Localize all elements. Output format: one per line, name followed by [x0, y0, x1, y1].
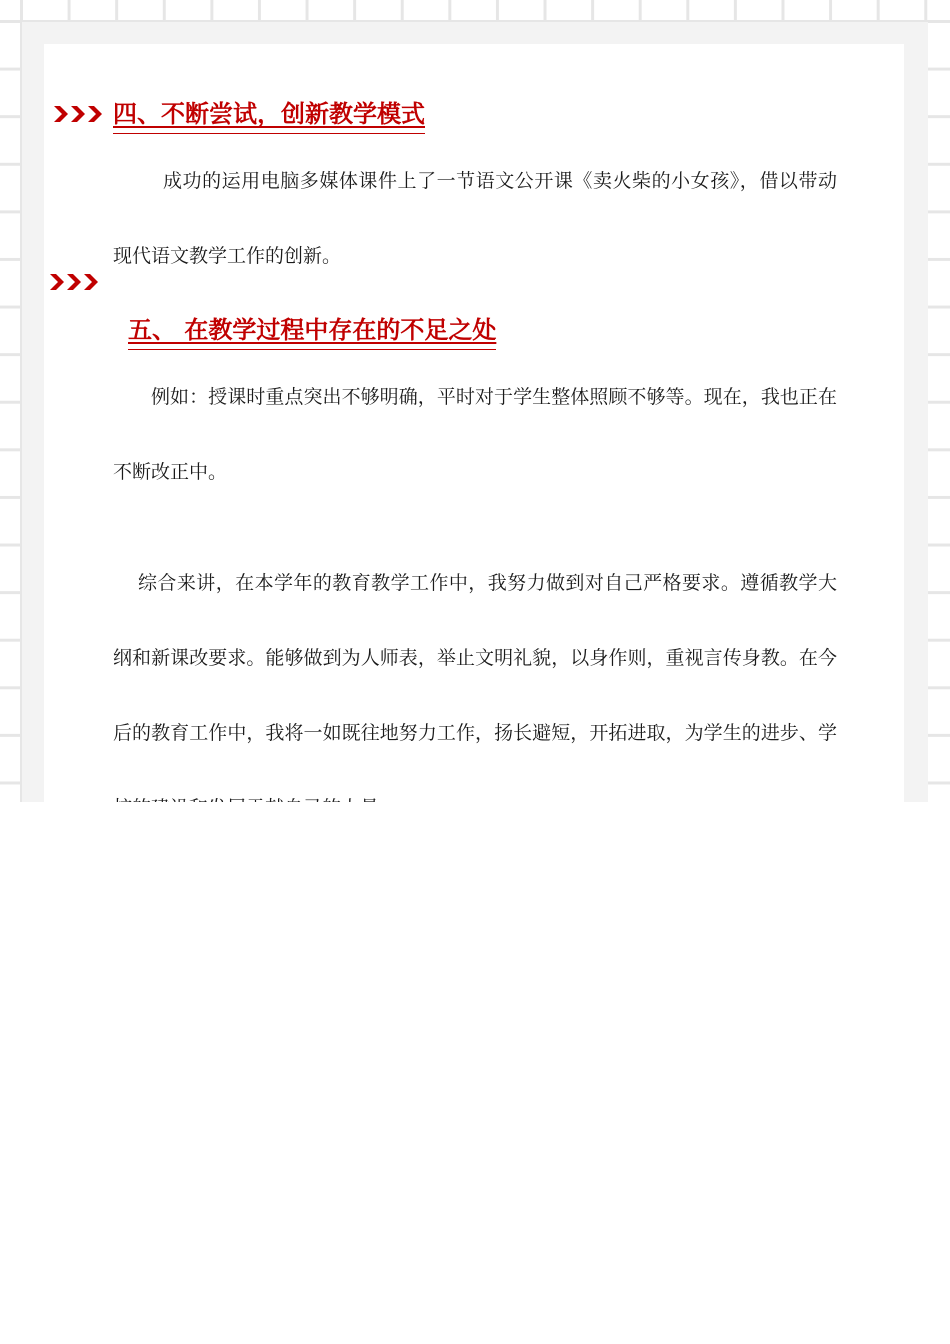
- triple-chevron-right-icon: [50, 272, 102, 292]
- summary-paragraph: 综合来讲，在本学年的教育教学工作中，我努力做到对自己严格要求。遵循教学大纲和新课改要求。能够做到为人师表，举止文明礼貌，以身作则，重视言传身教。在今后的教育工作中，我将一如既往地努力工作，扬长避短，开拓进取，为学生的进步、学: [113, 572, 837, 744]
- section-4-paragraph: 成功的运用电脑多媒体课件上了一节语文公开课《卖火柴的小女孩》，借以带动现代语文教学工作的创新。: [113, 170, 837, 267]
- blank-lower-area: [0, 802, 950, 1344]
- triple-chevron-right-icon: [54, 104, 106, 124]
- section-4-heading: 四、不断尝试，创新教学模式: [113, 99, 425, 134]
- section-5-heading: 五、 在教学过程中存在的不足之处: [128, 315, 496, 350]
- section-5-paragraph: 例如：授课时重点突出不够明确，平时对于学生整体照顾不够等。现在，我也正在不断改正中。: [113, 386, 837, 483]
